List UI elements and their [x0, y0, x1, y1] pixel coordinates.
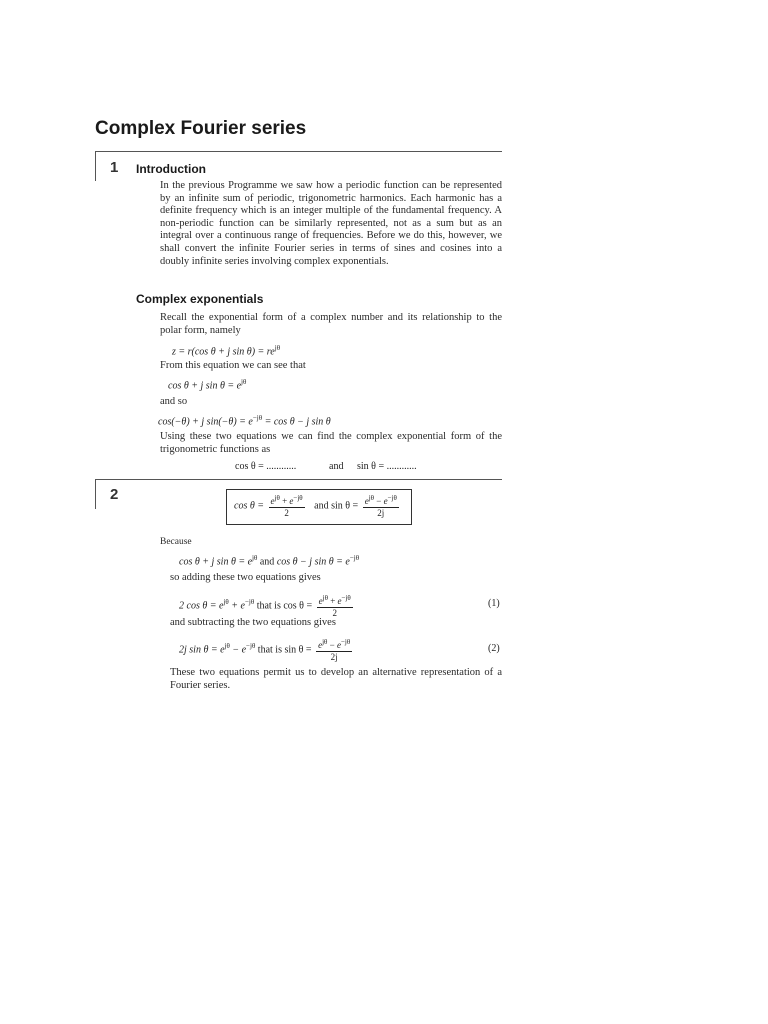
exponent-jtheta: jθ [241, 378, 247, 386]
subtracting-text: and subtracting the two equations gives [170, 617, 336, 628]
frame-2-number: 2 [110, 486, 119, 503]
fraction-denominator: 2 [284, 508, 289, 518]
equation-2: 2j $\sin \theta = e^{j\theta} - e^{-j\theta}$ that is sin θ = $\frac{e^{j\theta} - e^{-j\theta}}{2j}$ [179, 638, 351, 662]
frame-2-bar [95, 479, 96, 509]
fraction-sin [363, 493, 399, 519]
equation-polar-text: z = r(cos θ + j sin θ) = re [172, 346, 275, 358]
using-paragraph: Using these two equations we can find the complex exponential form of the trigonometric functions as [160, 431, 502, 455]
adding-text: so adding these two equations gives [170, 572, 321, 583]
equation-1-label: (1) [488, 598, 500, 609]
and-so-text: and so [160, 396, 188, 407]
equation-polar-form [172, 344, 280, 357]
frame-2-rule [95, 479, 502, 480]
answer-box-formula [234, 493, 401, 519]
answer-and-sin: and sin θ = [314, 500, 359, 512]
blank-cos: cos θ = ............ [235, 461, 297, 472]
equation-negative-angle [158, 414, 331, 427]
fraction-numerator: $e^{j\theta} + e^{-j\theta}$ [270, 494, 303, 506]
frame-1-number: 1 [110, 159, 119, 176]
page-title: Complex Fourier series [95, 118, 307, 139]
frame-1-rule [95, 151, 502, 152]
fraction-denominator: 2j [377, 508, 385, 518]
recall-paragraph: Recall the exponential form of a complex number and its relationship to the polar form, namely [160, 312, 502, 336]
exponent-neg-jtheta: −jθ [252, 414, 263, 422]
blank-sin: sin θ = ............ [357, 461, 417, 472]
equation-euler-text: cos θ + j sin θ = e [168, 380, 242, 392]
equation-2-label: (2) [488, 643, 500, 654]
fraction-numerator: $e^{j\theta} - e^{-j\theta}$ [364, 494, 397, 506]
intro-paragraph: In the previous Programme we saw how a periodic function can be represented by an infinite sum of periodic, trigonometric harmonics. Each harmonic has a definite frequency which is an integer multiple of the fundamental frequency. A non-periodic function can be similarly represented, not as a sum but as an integral over a continuous range of frequencies. Before we do this, however, we shall convert the infinite Fourier series in terms of sines and cosines into a doubly infinite series involving complex exponentials. [160, 180, 502, 267]
fraction-cos [269, 493, 305, 519]
because-text: Because [160, 537, 192, 547]
equation-negative-lhs: cos(−θ) + j sin(−θ) = e [158, 416, 253, 428]
equation-pair: cos θ + j $\sin \theta = e^{j\theta}$ and cos θ − j $\sin \theta = e^{-j\theta}$ [179, 554, 360, 568]
fraction-eq1: $\frac{e^{j\theta} + e^{-j\theta}}{2}$ [318, 594, 351, 618]
exponent-jtheta: jθ [274, 344, 281, 352]
closing-paragraph: These two equations permit us to develop an alternative representation of a Fourier series. [170, 667, 502, 691]
fraction-eq2: $\frac{e^{j\theta} - e^{-j\theta}}{2j}$ [318, 638, 351, 662]
frame-1-bar [95, 151, 96, 181]
subheading-complex-exponentials: Complex exponentials [136, 292, 264, 306]
section-heading-introduction: Introduction [136, 162, 206, 176]
equation-1: 2 $\cos \theta = e^{j\theta} + e^{-j\theta}$ that is cos θ = $\frac{e^{j\theta} + e^{-j\theta}}{2}$ [179, 594, 351, 618]
equation-negative-rhs: = cos θ − j sin θ [262, 416, 331, 428]
blank-and: and [329, 461, 344, 472]
equation-euler [168, 378, 246, 391]
answer-cos-lhs: cos θ = [234, 500, 264, 512]
from-equation-text: From this equation we can see that [160, 360, 306, 371]
